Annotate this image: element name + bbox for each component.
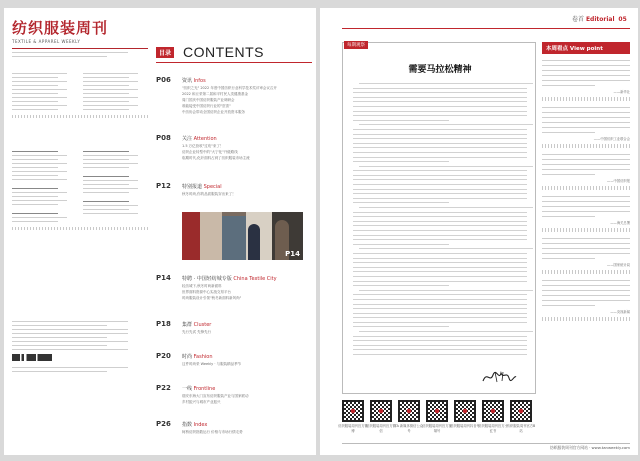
- text-line: [542, 117, 630, 118]
- toc-item[interactable]: 瑞安东海大门宣布纺织服装产业与国家联动: [182, 394, 249, 398]
- body-text-line: [353, 216, 527, 217]
- dept-heading-line: [12, 151, 58, 152]
- body-text-line: [353, 202, 449, 203]
- text-line: [83, 81, 138, 82]
- text-line: [12, 73, 67, 74]
- text-line: [12, 349, 128, 350]
- editorial-body-text: [353, 83, 527, 359]
- text-line: [12, 109, 58, 110]
- toc-item[interactable]: 临期时代,化纤面料占到了纺织服装市场主流: [182, 156, 250, 160]
- photo-page-tag: P14: [285, 250, 300, 258]
- toc-section-title-en: Attention: [193, 136, 217, 142]
- photo-panel: [222, 216, 246, 260]
- body-text-line: [353, 92, 527, 93]
- dept-heading-line: [12, 188, 58, 189]
- editorial-page-header: [320, 8, 638, 32]
- body-text-line: [353, 157, 527, 158]
- text-line: [542, 75, 630, 76]
- toc-section-title-en: China Textile City: [233, 276, 277, 282]
- publication-info: [12, 318, 148, 375]
- body-text-line: [353, 143, 527, 144]
- toc-section-title-en: Fashion: [193, 354, 213, 360]
- text-line: [83, 101, 129, 102]
- body-text-line: [353, 212, 527, 213]
- text-line: [542, 70, 630, 71]
- text-line: [542, 127, 630, 128]
- body-text-line: [353, 354, 527, 355]
- body-text-line: [353, 198, 527, 199]
- qr-code-icon[interactable]: [510, 400, 532, 422]
- body-text-line: [353, 313, 527, 314]
- dotted-divider: [12, 227, 148, 230]
- toc-item[interactable]: 这件时尚采 Weekly · 与服装精品季节: [182, 362, 242, 366]
- toc-page-number: P08: [156, 134, 171, 142]
- body-text-line: [353, 326, 449, 327]
- dept-heading-line: [12, 213, 58, 214]
- text-line: [542, 243, 630, 244]
- text-line: [12, 204, 58, 205]
- body-text-line: [353, 235, 527, 236]
- viewpoint-sidebar: [542, 42, 630, 321]
- body-text-line: [353, 340, 527, 341]
- editorial-article: [342, 42, 536, 394]
- toc-section-items: [182, 85, 302, 115]
- text-line: [83, 184, 129, 185]
- text-line: [83, 97, 138, 98]
- text-line: [542, 196, 630, 197]
- toc-item[interactable]: 轻纺城下,秋冬时尚新面料: [182, 284, 222, 288]
- text-line: [12, 217, 67, 218]
- text-line: [12, 81, 67, 82]
- text-line: [83, 205, 138, 206]
- text-line: [542, 154, 630, 155]
- text-line: [542, 112, 630, 113]
- text-line: [542, 122, 630, 123]
- body-text-line: [353, 129, 527, 130]
- section-label: [572, 14, 627, 23]
- body-text-line: [353, 161, 449, 162]
- text-line: [542, 285, 630, 286]
- contents-rule: [156, 62, 312, 63]
- text-line: [12, 101, 58, 102]
- toc-section-title-cn: 一线: [182, 386, 193, 392]
- text-line: [83, 105, 138, 106]
- text-line: [83, 73, 138, 74]
- text-line: [542, 107, 630, 108]
- photo-panel: [200, 212, 222, 260]
- text-line: [542, 253, 630, 254]
- dotted-divider: [542, 97, 630, 101]
- body-text-line: [353, 308, 527, 309]
- toc-section-items: [182, 191, 302, 197]
- dotted-divider: [542, 270, 630, 274]
- text-line: [542, 201, 630, 202]
- text-line: [12, 200, 67, 201]
- text-line: [12, 221, 58, 222]
- contents-page: [4, 8, 316, 455]
- qr-code-row: [338, 400, 536, 438]
- staff-listing: [12, 70, 148, 120]
- text-line: [542, 258, 595, 259]
- editorial-tag: 每期观察: [344, 41, 368, 49]
- body-text-line: [353, 304, 527, 305]
- dotted-divider: [542, 186, 630, 190]
- body-text-line: [353, 239, 527, 240]
- text-line: [542, 85, 595, 86]
- dept-heading-line: [83, 176, 129, 177]
- toc-section-title-cn: 指数: [182, 422, 193, 428]
- toc-section-items: [182, 143, 302, 161]
- qr-caption: 纺织服装周刊官方B站: [506, 424, 536, 433]
- text-line: [542, 174, 595, 175]
- text-line: [542, 65, 630, 66]
- masthead: [12, 18, 148, 60]
- toc-item[interactable]: 2022 和丘采第二届和平村民人类健康基金: [182, 92, 249, 96]
- text-line: [83, 85, 129, 86]
- text-line: [83, 213, 138, 214]
- dotted-divider: [542, 144, 630, 148]
- footer-text: 纺织服装周刊官方网站 · www.tanweekly.com: [549, 445, 630, 450]
- body-text-line: [353, 267, 527, 268]
- text-line: [83, 180, 138, 181]
- text-line: [12, 171, 67, 172]
- toc-section-title: [182, 385, 215, 392]
- text-line: [542, 216, 595, 217]
- toc-section-title-en: Infos: [193, 78, 206, 84]
- page-footer: [342, 443, 630, 451]
- viewpoint-source: ——中国纺织工业联合会: [593, 137, 630, 141]
- text-line: [12, 163, 67, 164]
- viewpoint-item[interactable]: [542, 154, 630, 190]
- text-line: [542, 206, 630, 207]
- toc-section-title-cn: 资讯: [182, 78, 193, 84]
- body-text-line: [353, 294, 527, 295]
- dotted-divider: [12, 115, 148, 118]
- text-line: [12, 345, 107, 346]
- text-line: [12, 159, 58, 160]
- toc-section-title: [182, 321, 211, 328]
- text-line: [12, 341, 128, 342]
- text-line: [12, 337, 107, 338]
- toc-page-number: P20: [156, 352, 171, 360]
- body-text-line: [353, 138, 527, 139]
- masthead-title: 纺织服装周刊: [12, 19, 109, 37]
- dept-heading-line: [83, 151, 129, 152]
- qr-code-icon[interactable]: [398, 400, 420, 422]
- viewpoint-item[interactable]: [542, 107, 630, 148]
- barcode-image: [12, 354, 52, 361]
- body-text-line: [359, 207, 533, 208]
- text-line: [12, 325, 107, 326]
- qr-caption: 纺织服装周刊官方小红书: [478, 424, 508, 433]
- toc-section-title: [182, 77, 206, 84]
- toc-item[interactable]: 纺织企业转型中的"大宁化"升级路线: [182, 150, 238, 154]
- text-line: [83, 167, 129, 168]
- text-line: [12, 192, 67, 193]
- text-line: [12, 105, 67, 106]
- body-text-line: [353, 225, 527, 226]
- body-text-line: [353, 106, 527, 107]
- text-line: [542, 238, 630, 239]
- body-text-line: [353, 230, 527, 231]
- text-line: [542, 300, 630, 301]
- toc-item[interactable]: 先行先试 先锋先行: [182, 330, 212, 334]
- text-line: [542, 280, 630, 281]
- text-line: [12, 52, 128, 53]
- viewpoint-source: ——国家统计局: [606, 263, 630, 267]
- text-line: [12, 196, 58, 197]
- qr-code-icon[interactable]: [426, 400, 448, 422]
- toc-section-items: [182, 429, 302, 435]
- text-line: [542, 159, 630, 160]
- text-line: [12, 97, 67, 98]
- viewpoint-item[interactable]: [542, 60, 630, 101]
- body-text-line: [353, 262, 527, 263]
- body-text-line: [353, 175, 527, 176]
- toc-section-items: [182, 393, 302, 405]
- viewpoint-source: ——央视新闻: [610, 310, 630, 314]
- text-line: [542, 164, 630, 165]
- text-line: [83, 188, 138, 189]
- body-text-line: [353, 299, 527, 300]
- photo-panel: [182, 212, 200, 260]
- body-text-line: [353, 97, 527, 98]
- body-text-line: [353, 349, 527, 350]
- body-text-line: [353, 253, 527, 254]
- contents-tag: 目录: [156, 47, 174, 58]
- contents-title: CONTENTS: [183, 44, 264, 60]
- toc-section-title: [182, 275, 277, 282]
- text-line: [12, 371, 107, 372]
- toc-item[interactable]: "纺织之光" 2022 年度中国纺织行业科学技术奖评审会议召开: [182, 86, 277, 90]
- header-rule: [342, 28, 630, 29]
- text-line: [12, 333, 128, 334]
- text-line: [542, 305, 595, 306]
- text-line: [542, 132, 595, 133]
- body-text-line: [353, 88, 527, 89]
- toc-section-title: [182, 421, 207, 428]
- toc-section-title-cn: 特聘 · 中国轻纺城专版: [182, 276, 232, 282]
- signature-image: [481, 369, 517, 385]
- text-line: [542, 80, 630, 81]
- photo-figure: [248, 224, 260, 260]
- masthead-subtitle: TEXTILE & APPAREL WEEKLY: [12, 39, 81, 44]
- dotted-divider: [542, 228, 630, 232]
- qr-code-icon[interactable]: [454, 400, 476, 422]
- text-line: [83, 155, 138, 156]
- text-line: [12, 89, 67, 90]
- text-line: [83, 192, 129, 193]
- body-text-line: [353, 147, 527, 148]
- body-text-line: [359, 166, 533, 167]
- text-line: [542, 211, 630, 212]
- body-text-line: [359, 248, 533, 249]
- text-line: [12, 329, 128, 330]
- viewpoint-item[interactable]: [542, 280, 630, 321]
- qr-caption: 纺织服装周刊抖音号: [450, 424, 480, 428]
- editorial-page: [320, 8, 638, 455]
- toc-page-number: P12: [156, 182, 171, 190]
- toc-section-title: [182, 353, 212, 360]
- toc-section-items: [182, 361, 302, 367]
- toc-section-title-en: Cluster: [193, 322, 212, 328]
- text-line: [12, 93, 58, 94]
- viewpoint-source: ——海关总署: [610, 221, 630, 225]
- text-line: [83, 109, 129, 110]
- toc-section-items: [182, 329, 302, 335]
- toc-item[interactable]: 乡村振兴与城市产业振兴: [182, 400, 221, 404]
- body-text-line: [353, 258, 527, 259]
- dotted-divider: [542, 317, 630, 321]
- text-line: [83, 89, 138, 90]
- qr-code-icon[interactable]: [370, 400, 392, 422]
- toc-section-title-cn: 集群: [182, 322, 193, 328]
- body-text-line: [353, 189, 527, 190]
- text-line: [83, 163, 138, 164]
- contents-header: [156, 45, 312, 59]
- body-text-line: [353, 152, 527, 153]
- qr-caption: 纺织服装周刊官方视频号: [422, 424, 452, 433]
- toc-section-title-en: Index: [193, 422, 208, 428]
- body-text-line: [353, 336, 527, 337]
- toc-page-number: P18: [156, 320, 171, 328]
- masthead-rule: [12, 48, 148, 49]
- body-text-line: [359, 124, 533, 125]
- viewpoint-item[interactable]: [542, 196, 630, 232]
- section-label-en: Editorial: [585, 16, 615, 23]
- body-text-line: [353, 281, 527, 282]
- qr-code-icon[interactable]: [482, 400, 504, 422]
- toc-item[interactable]: 中纺协会带动全国纺织企业开放资本服务: [182, 110, 245, 114]
- toc-section-items: [182, 283, 302, 301]
- toc-item[interactable]: 1.5 万亿营收"过坎"来了！: [182, 144, 224, 148]
- body-text-line: [353, 345, 527, 346]
- body-text-line: [353, 101, 527, 102]
- toc-page-number: P22: [156, 384, 171, 392]
- toc-item[interactable]: 世界面料资源中心实战交易平台: [182, 290, 231, 294]
- toc-section-title: [182, 135, 217, 142]
- qr-caption: 纺织服装周刊官方微博: [338, 424, 368, 433]
- page-number: 05: [618, 16, 627, 23]
- body-text-line: [359, 290, 533, 291]
- toc-item[interactable]: 秋冬时尚,你的品质服装穿出来了！: [182, 192, 236, 196]
- qr-code-icon[interactable]: [342, 400, 364, 422]
- text-line: [542, 169, 630, 170]
- text-line: [12, 56, 107, 57]
- text-line: [12, 179, 67, 180]
- body-text-line: [353, 184, 527, 185]
- text-line: [12, 77, 58, 78]
- editorial-title: 需要马拉松精神: [408, 65, 472, 75]
- toc-section-title-cn: 时尚: [182, 354, 193, 360]
- text-line: [12, 155, 67, 156]
- body-text-line: [353, 120, 449, 121]
- viewpoint-sidebar-title: 本周看点 View point: [542, 42, 630, 54]
- text-line: [542, 295, 630, 296]
- body-text-line: [353, 111, 527, 112]
- body-text-line: [353, 170, 527, 171]
- viewpoint-item[interactable]: [542, 238, 630, 274]
- body-text-line: [353, 285, 449, 286]
- body-text-line: [359, 331, 533, 332]
- dept-heading-line: [83, 201, 129, 202]
- text-line: [542, 248, 630, 249]
- text-line: [542, 290, 630, 291]
- toc-item[interactable]: 谁能接受中国纺织行业的"贺喜": [182, 104, 231, 108]
- department-listing: [12, 148, 148, 232]
- toc-section-title-cn: 关注: [182, 136, 193, 142]
- viewpoint-items: [542, 60, 630, 321]
- toc-item[interactable]: 柯桥纺织指数运行 价格与市场行情走势: [182, 430, 243, 434]
- viewpoint-source: ——新华社: [613, 90, 630, 94]
- body-text-line: [353, 115, 527, 116]
- body-text-line: [353, 271, 527, 272]
- text-line: [542, 60, 630, 61]
- toc-page-number: P06: [156, 76, 171, 84]
- special-report-photo[interactable]: [182, 212, 303, 260]
- toc-page-number: P26: [156, 420, 171, 428]
- text-line: [12, 367, 128, 368]
- toc-item[interactable]: 周门国庆中国纺织服装产业调研会: [182, 98, 235, 102]
- body-text-line: [359, 83, 533, 84]
- text-line: [83, 93, 129, 94]
- toc-item[interactable]: 时尚服装设计引领"秋冬新面料新风尚": [182, 296, 242, 300]
- toc-section-title-en: Frontline: [193, 386, 216, 392]
- toc-section-title-en: Special: [203, 184, 222, 190]
- toc-section-title: [182, 183, 222, 190]
- body-text-line: [353, 134, 527, 135]
- text-line: [83, 209, 129, 210]
- section-label-cn: 卷首: [572, 16, 585, 23]
- text-line: [83, 159, 129, 160]
- text-line: [12, 85, 58, 86]
- text-line: [12, 175, 58, 176]
- toc-section-title-cn: 特别报道: [182, 184, 203, 190]
- body-text-line: [353, 244, 449, 245]
- text-line: [83, 77, 129, 78]
- body-text-line: [353, 276, 527, 277]
- viewpoint-source: ——中国纺织报: [606, 179, 630, 183]
- body-text-line: [353, 322, 527, 323]
- text-line: [12, 167, 58, 168]
- body-text-line: [353, 221, 527, 222]
- qr-caption: TA 新媒体微信公众号: [394, 424, 424, 433]
- qr-caption: 纺织服装周刊官方微信: [366, 424, 396, 433]
- body-text-line: [353, 179, 527, 180]
- body-text-line: [353, 193, 527, 194]
- toc-page-number: P14: [156, 274, 171, 282]
- text-line: [12, 321, 128, 322]
- body-text-line: [353, 317, 527, 318]
